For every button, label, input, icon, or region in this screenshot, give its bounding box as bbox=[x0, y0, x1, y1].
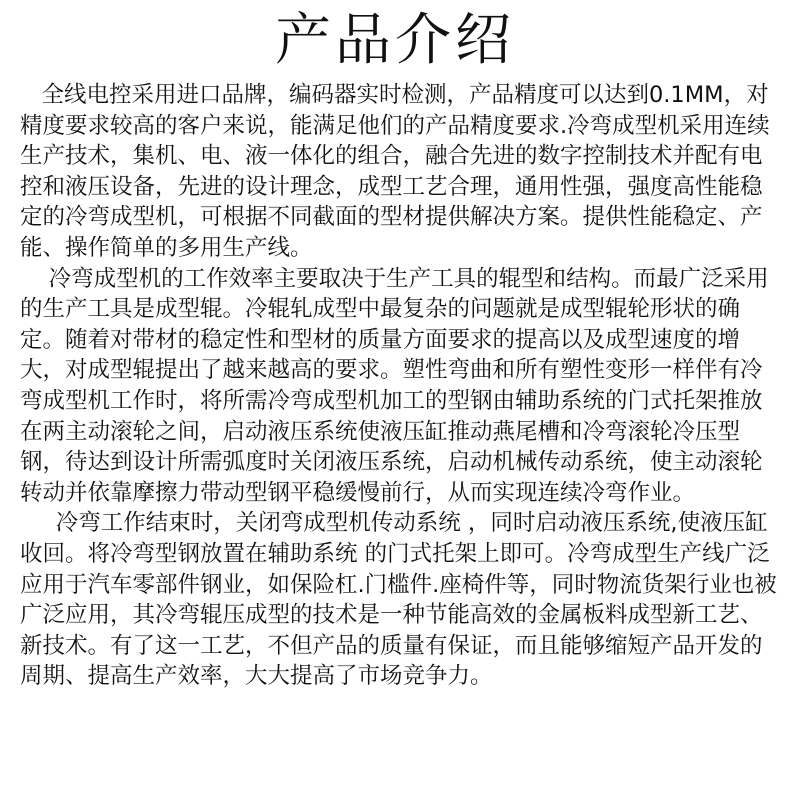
paragraph-efficiency: 冷弯成型机的工作效率主要取决于生产工具的辊型和结构。而最广泛采用的生产工具是成型辊。冷辊轧成型中最复杂的问题就是成型辊轮形状的确定。随着对带材的稳定性和型材的质量方面要求的提高以及成型速度的增大，对成型辊提出了越来越高的要求。塑性弯曲和所有塑性变形一样伴有冷弯成型机工作时，将所需冷弯成型机加工的型钢由辅助系统的门式托架推放在两主动滚轮之间，启动液压系统使液压缸推动燕尾槽和冷弯滚轮冷压型钢，待达到设计所需弧度时关闭液压系统，启动机械传动系统，使主动滚轮转动并依靠摩擦力带动型钢平稳缓慢前行，从而实现连续冷弯作业。 bbox=[20, 265, 769, 506]
product-description bbox=[20, 80, 780, 692]
page-title: 产品介绍 bbox=[275, 8, 515, 73]
paragraph-control-system: 全线电控采用进口品牌，编码器实时检测，产品精度可以达到0.1MM，对精度要求较高的客户来说，能满足他们的产品精度要求.冷弯成型机采用连续生产技术，集机、电、液一体化的组合，融合先进的数字控制技术并配有电控和液压设备，先进的设计理念，成型工艺合理，通用性强，强度高性能稳定的冷弯成型机，可根据不同截面的型材提供解决方案。提供性能稳定、产能、操作简单的多用生产线。 bbox=[20, 82, 770, 261]
paragraph-applications: 冷弯工作结束时，关闭弯成型机传动系统 ，同时启动液压系统,使液压缸收回。将冷弯型钢放置在辅助系统 的门式托架上即可。冷弯成型生产线广泛应用于汽车零部件钢业，如保险杠.门槛件.座椅件等，同时物流货架行业也被广泛应用，其冷弯辊压成型的技术是一种节能高效的金属板料成型新工艺、新技术。有了这一工艺，不但产品的质量有保证，而且能够缩短产品开发的周期、提高生产效率，大大提高了市场竞争力。 bbox=[20, 510, 777, 690]
